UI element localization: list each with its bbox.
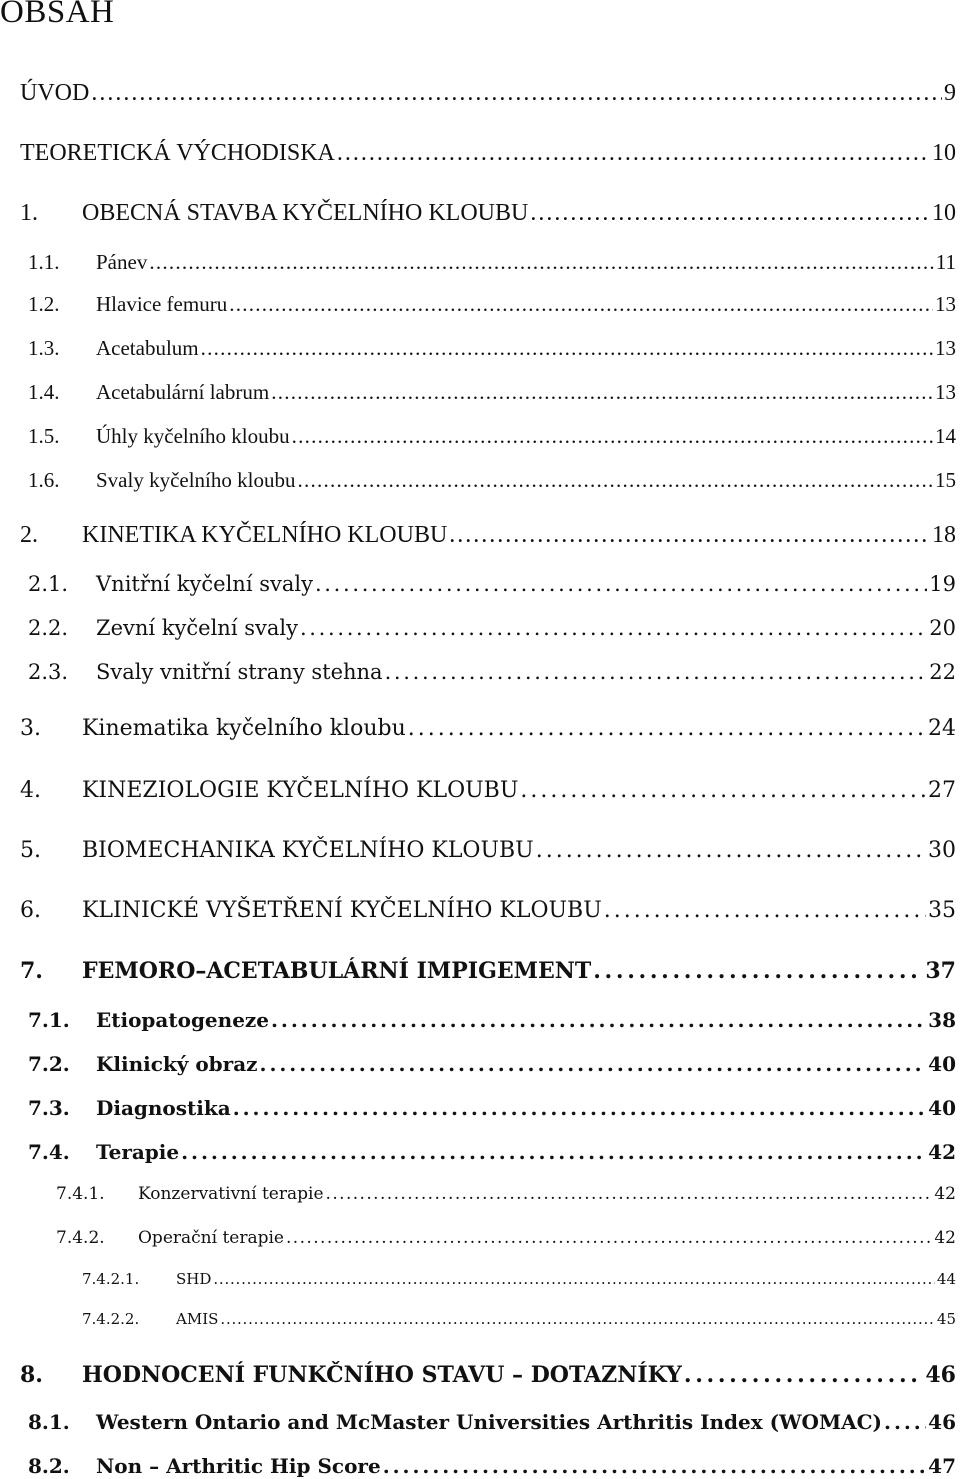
toc-entry[interactable] <box>28 250 956 275</box>
toc-entry-title: Terapie <box>96 1140 180 1164</box>
toc-entry-number: 2.1. <box>28 572 69 596</box>
toc-entry-number: 3. <box>20 716 41 741</box>
toc-entry-number: 1.3. <box>28 336 60 360</box>
toc-entry-title: KLINICKÉ VYŠETŘENÍ KYČELNÍHO KLOUBU <box>82 898 602 923</box>
dot-leader <box>684 1362 923 1388</box>
page-title: OBSAH <box>0 0 115 30</box>
dot-leader <box>271 380 933 405</box>
toc-entry-number: 6. <box>20 898 41 923</box>
toc-entry[interactable] <box>56 1228 956 1248</box>
toc-entry-title: KINETIKA KYČELNÍHO KLOUBU <box>82 522 448 548</box>
toc-entry[interactable] <box>28 616 956 640</box>
toc-entry[interactable] <box>20 958 956 984</box>
toc-entry-page-number: 27 <box>928 778 956 803</box>
toc-entry-page-number: 24 <box>928 716 956 741</box>
toc-entry[interactable] <box>20 140 956 167</box>
toc-entry-page-number: 14 <box>935 424 956 448</box>
toc-entry-title: SHD <box>176 1270 212 1288</box>
toc-entry-title: Etiopatogeneze <box>96 1008 269 1032</box>
dot-leader <box>449 522 930 549</box>
toc-entry[interactable] <box>20 1362 956 1388</box>
toc-entry[interactable] <box>28 1052 956 1076</box>
toc-entry-page-number: 13 <box>935 336 956 360</box>
toc-entry-title: Svaly vnitřní strany stehna <box>96 660 383 684</box>
dot-leader <box>233 1096 926 1120</box>
toc-entry[interactable] <box>20 778 956 803</box>
toc-entry-title: Konzervativní terapie <box>138 1184 324 1204</box>
dot-leader <box>326 1184 933 1204</box>
toc-entry[interactable] <box>82 1310 956 1328</box>
toc-entry[interactable] <box>82 1270 956 1288</box>
dot-leader <box>220 1310 935 1328</box>
toc-entry[interactable] <box>28 572 956 596</box>
toc-entry-title: Acetabulum <box>96 336 199 360</box>
toc-entry-number: 8. <box>20 1362 43 1388</box>
toc-entry-title: BIOMECHANIKA KYČELNÍHO KLOUBU <box>82 838 534 863</box>
toc-entry-title: Zevní kyčelní svaly <box>96 616 298 640</box>
toc-entry-number: 7.4.2.2. <box>82 1310 140 1328</box>
toc-entry-title: AMIS <box>176 1310 219 1328</box>
toc-entry-number: 7.4.1. <box>56 1184 105 1204</box>
toc-entry-title: FEMORO–ACETABULÁRNÍ IMPIGEMENT <box>82 958 592 984</box>
toc-entry[interactable] <box>56 1184 956 1204</box>
toc-entry-title: TEORETICKÁ VÝCHODISKA <box>20 140 335 166</box>
toc-entry[interactable] <box>28 1008 956 1032</box>
toc-entry-title: Hlavice femuru <box>96 292 228 316</box>
toc-entry-page-number: 44 <box>936 1270 956 1288</box>
dot-leader <box>315 572 927 596</box>
dot-leader <box>536 838 926 863</box>
dot-leader <box>271 1008 926 1032</box>
dot-leader <box>201 336 933 361</box>
toc-entry-page-number: 46 <box>925 1362 956 1388</box>
dot-leader <box>181 1140 926 1164</box>
toc-entry-title: Non – Arthritic Hip Score <box>96 1454 381 1478</box>
dot-leader <box>213 1270 935 1288</box>
toc-entry-page-number: 42 <box>934 1228 956 1248</box>
dot-leader <box>300 616 927 640</box>
dot-leader <box>286 1228 932 1248</box>
toc-entry[interactable] <box>20 200 956 227</box>
toc-entry-page-number: 37 <box>925 958 956 984</box>
toc-entry-page-number: 20 <box>929 616 956 640</box>
toc-entry-page-number: 38 <box>928 1008 956 1032</box>
toc-entry-title: Úhly kyčelního kloubu <box>96 424 290 448</box>
dot-leader <box>292 424 933 449</box>
toc-entry-number: 8.2. <box>28 1454 70 1478</box>
dot-leader <box>530 200 930 227</box>
toc-entry-page-number: 13 <box>935 292 956 316</box>
toc-entry[interactable] <box>20 898 956 923</box>
toc-entry-title: Pánev <box>96 250 148 274</box>
toc-entry[interactable] <box>28 1454 956 1478</box>
toc-entry-number: 7.4.2.1. <box>82 1270 140 1288</box>
toc-entry-number: 5. <box>20 838 41 863</box>
toc-entry[interactable] <box>28 660 956 684</box>
toc-entry-page-number: 42 <box>934 1184 956 1204</box>
toc-entry-title: KINEZIOLOGIE KYČELNÍHO KLOUBU <box>82 778 519 803</box>
dot-leader <box>520 778 926 803</box>
toc-entry-page-number: 19 <box>929 572 956 596</box>
toc-entry-number: 1.5. <box>28 424 60 448</box>
toc-entry-page-number: 42 <box>928 1140 956 1164</box>
toc-entry-title: Kinematika kyčelního kloubu <box>82 716 406 741</box>
dot-leader <box>297 468 933 493</box>
toc-entry-page-number: 11 <box>935 250 956 274</box>
toc-entry[interactable] <box>28 1096 956 1120</box>
toc-entry-page-number: 45 <box>936 1310 956 1328</box>
toc-entry-title: Acetabulární labrum <box>96 380 270 404</box>
toc-entry[interactable] <box>28 424 956 449</box>
toc-entry-page-number: 10 <box>932 200 956 226</box>
dot-leader <box>383 1454 926 1478</box>
toc-entry-title: Vnitřní kyčelní svaly <box>96 572 313 596</box>
toc-entry-title: Diagnostika <box>96 1096 231 1120</box>
dot-leader <box>91 80 942 107</box>
toc-entry-title: ÚVOD <box>20 80 90 106</box>
toc-entry-number: 1.1. <box>28 250 60 274</box>
toc-entry-number: 1.6. <box>28 468 60 492</box>
toc-entry-page-number: 46 <box>928 1410 956 1434</box>
dot-leader <box>229 292 933 317</box>
toc-entry[interactable] <box>20 838 956 863</box>
toc-entry[interactable] <box>28 468 956 493</box>
dot-leader <box>593 958 923 984</box>
toc-entry-title: Operační terapie <box>138 1228 284 1248</box>
toc-entry-number: 7.4.2. <box>56 1228 105 1248</box>
toc-entry-number: 2.2. <box>28 616 69 640</box>
dot-leader <box>260 1052 927 1076</box>
toc-entry-page-number: 30 <box>928 838 956 863</box>
toc-entry[interactable] <box>28 1140 956 1164</box>
toc-entry-page-number: 13 <box>935 380 956 404</box>
toc-entry-title: OBECNÁ STAVBA KYČELNÍHO KLOUBU <box>82 200 529 226</box>
toc-entry-page-number: 40 <box>928 1052 956 1076</box>
toc-entry-number: 1. <box>20 200 38 226</box>
dot-leader <box>884 1410 926 1434</box>
toc-entry-page-number: 18 <box>932 522 956 548</box>
toc-entry-number: 7.2. <box>28 1052 70 1076</box>
toc-entry-page-number: 40 <box>928 1096 956 1120</box>
toc-entry-title: Svaly kyčelního kloubu <box>96 468 296 492</box>
toc-entry-page-number: 35 <box>928 898 956 923</box>
toc-entry[interactable] <box>28 380 956 405</box>
toc-entry[interactable] <box>28 1410 956 1434</box>
toc-entry-number: 7. <box>20 958 43 984</box>
toc-entry-number: 7.3. <box>28 1096 70 1120</box>
dot-leader <box>408 716 926 741</box>
toc-entry[interactable] <box>20 716 956 741</box>
toc-entry-page-number: 22 <box>929 660 956 684</box>
toc-entry-page-number: 9 <box>944 80 956 106</box>
toc-entry-number: 2.3. <box>28 660 69 684</box>
toc-entry-page-number: 10 <box>932 140 956 166</box>
toc-entry-number: 7.4. <box>28 1140 70 1164</box>
toc-entry[interactable] <box>28 292 956 317</box>
toc-entry-number: 2. <box>20 522 38 548</box>
toc-entry[interactable] <box>20 522 956 549</box>
toc-entry-title: Klinický obraz <box>96 1052 258 1076</box>
toc-entry-number: 1.2. <box>28 292 60 316</box>
dot-leader <box>604 898 926 923</box>
toc-entry-page-number: 47 <box>928 1454 956 1478</box>
dot-leader <box>337 140 930 167</box>
toc-entry-number: 1.4. <box>28 380 60 404</box>
toc-entry-number: 7.1. <box>28 1008 70 1032</box>
toc-entry-number: 8.1. <box>28 1410 70 1434</box>
dot-leader <box>149 250 933 275</box>
toc-entry-page-number: 15 <box>935 468 956 492</box>
toc-entry-title: HODNOCENÍ FUNKČNÍHO STAVU – DOTAZNÍKY <box>82 1362 682 1388</box>
dot-leader <box>385 660 928 684</box>
toc-entry[interactable] <box>28 336 956 361</box>
toc-entry-number: 4. <box>20 778 41 803</box>
toc-entry[interactable] <box>20 80 956 107</box>
toc-entry-title: Western Ontario and McMaster Universities Arthritis Index (WOMAC) <box>96 1410 883 1434</box>
